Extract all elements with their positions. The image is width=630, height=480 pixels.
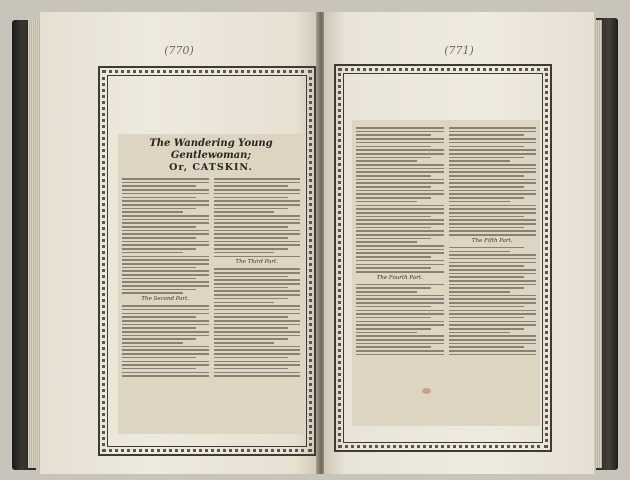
- verse-line: [356, 350, 444, 352]
- right-page: [324, 12, 594, 474]
- verse-line: [122, 357, 196, 359]
- verse-line: [214, 252, 275, 254]
- verse-line: [356, 298, 444, 300]
- verse-line: [449, 343, 537, 345]
- verse-line: [356, 354, 444, 356]
- verse-line: [122, 226, 196, 228]
- verse-line: [356, 302, 444, 304]
- verse-line: [214, 331, 301, 333]
- verse-line: [449, 190, 537, 192]
- verse-line: [214, 230, 301, 232]
- verse-line: [356, 324, 444, 326]
- verse-line: [449, 134, 524, 136]
- verse-line: [214, 219, 301, 221]
- verse-line: [214, 313, 301, 315]
- verse-line: [449, 291, 510, 293]
- right-text-column-1: [356, 125, 444, 357]
- verse-line: [449, 127, 537, 129]
- verse-line: [449, 179, 537, 181]
- verse-line: [122, 375, 209, 377]
- verse-line: [214, 346, 301, 348]
- verse-line: [449, 168, 537, 170]
- verse-line: [356, 260, 444, 262]
- ballad-title: The Wandering Young Gentlewoman;: [149, 138, 273, 161]
- verse-line: [356, 335, 444, 337]
- verse-line: [214, 372, 301, 374]
- verse-line: [214, 287, 288, 289]
- verse-line: [214, 305, 301, 307]
- verse-line: [214, 338, 288, 340]
- verse-line: [214, 193, 301, 195]
- verse-line: [449, 160, 510, 162]
- verse-line: [122, 305, 209, 307]
- verse-line: [356, 328, 431, 330]
- verse-line: [214, 342, 275, 344]
- verse-line: [449, 182, 537, 184]
- verse-line: [356, 343, 444, 345]
- verse-line: [356, 182, 444, 184]
- verse-line: [122, 338, 196, 340]
- verse-line: [449, 251, 510, 253]
- verse-line: [449, 254, 537, 256]
- verse-line: [356, 287, 431, 289]
- verse-line: [356, 321, 444, 323]
- verse-line: [214, 276, 288, 278]
- verse-line: [122, 222, 209, 224]
- verse-line: [356, 238, 431, 240]
- verse-line: [214, 237, 288, 239]
- left-ballad-sheet: [118, 134, 304, 434]
- verse-line: [356, 310, 444, 312]
- verse-line: [449, 350, 537, 352]
- verse-line: [122, 204, 209, 206]
- verse-line: [356, 205, 444, 207]
- verse-line: [449, 212, 537, 214]
- verse-line: [122, 256, 209, 258]
- verse-line: [122, 248, 196, 250]
- verse-line: [122, 252, 183, 254]
- verse-line: [214, 178, 301, 180]
- verse-line: [449, 346, 524, 348]
- verse-line: [356, 146, 431, 148]
- verse-line: [356, 168, 444, 170]
- book: [6, 6, 624, 474]
- verse-line: [122, 274, 209, 276]
- verse-line: [214, 226, 288, 228]
- verse-line: [356, 306, 431, 308]
- verse-line: [122, 292, 183, 294]
- verse-line: [449, 219, 537, 221]
- verse-line: [356, 160, 417, 162]
- verse-line: [356, 219, 444, 221]
- verse-line: [122, 237, 196, 239]
- verse-line: [449, 317, 524, 319]
- verse-line: [356, 208, 444, 210]
- verse-line: [356, 284, 444, 286]
- verse-line: [356, 149, 444, 151]
- verse-line: [356, 295, 444, 297]
- verse-line: [356, 175, 431, 177]
- verse-line: [214, 200, 301, 202]
- verse-line: [356, 142, 444, 144]
- verse-line: [122, 320, 209, 322]
- verse-line: [356, 227, 431, 229]
- verse-line: [122, 259, 209, 261]
- verse-line: [122, 200, 209, 202]
- verse-line: [214, 375, 301, 377]
- verse-line: [356, 179, 444, 181]
- verse-line: [122, 178, 209, 180]
- verse-line: [214, 211, 275, 213]
- verse-line: [356, 171, 444, 173]
- verse-line: [356, 339, 444, 341]
- verse-line: [214, 283, 301, 285]
- verse-line: [214, 189, 301, 191]
- left-text-column-2: [214, 176, 301, 379]
- section-heading: The Fourth Part.: [376, 274, 423, 281]
- verse-line: [449, 298, 537, 300]
- verse-line: [449, 354, 537, 356]
- verse-line: [449, 223, 537, 225]
- verse-line: [449, 193, 537, 195]
- verse-line: [449, 153, 537, 155]
- verse-line: [356, 249, 444, 251]
- verse-line: [122, 244, 209, 246]
- verse-line: [449, 186, 524, 188]
- verse-line: [122, 267, 196, 269]
- verse-line: [449, 146, 524, 148]
- verse-line: [356, 245, 444, 247]
- verse-line: [214, 320, 301, 322]
- verse-line: [122, 281, 209, 283]
- verse-line: [356, 256, 431, 258]
- verse-line: [122, 342, 183, 344]
- verse-line: [122, 361, 209, 363]
- verse-line: [356, 313, 444, 315]
- verse-line: [122, 353, 209, 355]
- verse-line: [122, 193, 209, 195]
- verse-line: [356, 190, 444, 192]
- verse-line: [214, 208, 288, 210]
- verse-line: [122, 324, 209, 326]
- verse-line: [214, 215, 301, 217]
- verse-line: [356, 346, 431, 348]
- verse-line: [214, 361, 301, 363]
- verse-line: [449, 310, 537, 312]
- left-text-columns: [118, 176, 304, 379]
- verse-line: [214, 272, 301, 274]
- verse-line: [122, 346, 209, 348]
- verse-line: [122, 263, 209, 265]
- library-stamp: [422, 388, 431, 394]
- verse-line: [449, 227, 524, 229]
- verse-line: [356, 157, 431, 159]
- verse-line: [356, 216, 431, 218]
- verse-line: [122, 208, 196, 210]
- ballad-subtitle: Or, CATSKIN.: [169, 162, 253, 173]
- verse-line: [449, 332, 510, 334]
- verse-line: [356, 138, 444, 140]
- verse-line: [449, 149, 537, 151]
- verse-line: [122, 185, 196, 187]
- verse-line: [449, 201, 510, 203]
- verse-line: [122, 182, 209, 184]
- verse-line: [356, 164, 444, 166]
- verse-line: [122, 219, 209, 221]
- verse-line: [122, 364, 209, 366]
- verse-line: [122, 241, 209, 243]
- verse-line: [122, 270, 209, 272]
- verse-line: [449, 313, 537, 315]
- left-text-column-1: [122, 176, 209, 379]
- verse-line: [356, 186, 431, 188]
- verse-line: [449, 269, 537, 271]
- verse-line: [449, 216, 524, 218]
- verse-line: [122, 349, 209, 351]
- left-page: [40, 12, 318, 474]
- verse-line: [449, 262, 537, 264]
- right-text-columns: [352, 120, 540, 357]
- verse-line: [356, 193, 444, 195]
- verse-line: [449, 142, 537, 144]
- verse-line: [214, 241, 301, 243]
- verse-line: [449, 234, 537, 236]
- verse-line: [214, 327, 288, 329]
- verse-line: [356, 291, 417, 293]
- verse-line: [356, 241, 417, 243]
- verse-line: [122, 309, 209, 311]
- verse-line: [449, 276, 524, 278]
- verse-line: [214, 197, 288, 199]
- verse-line: [122, 189, 209, 191]
- verse-line: [449, 302, 537, 304]
- verse-line: [214, 309, 301, 311]
- verse-line: [449, 287, 524, 289]
- verse-line: [214, 316, 288, 318]
- verse-line: [122, 289, 196, 291]
- verse-line: [214, 268, 301, 270]
- verse-line: [449, 164, 537, 166]
- verse-line: [214, 279, 301, 281]
- section-heading: The Second Part.: [141, 296, 190, 303]
- right-ballad-sheet: [352, 120, 540, 426]
- verse-line: [122, 285, 209, 287]
- verse-line: [356, 201, 417, 203]
- verse-line: [214, 233, 301, 235]
- verse-line: [214, 182, 301, 184]
- verse-line: [356, 197, 431, 199]
- verse-line: [356, 252, 444, 254]
- verse-line: [214, 335, 301, 337]
- verse-line: [122, 233, 209, 235]
- verse-line: [214, 349, 301, 351]
- left-page-number: (770): [164, 44, 194, 57]
- verse-line: [356, 230, 444, 232]
- verse-line: [449, 324, 537, 326]
- verse-line: [214, 185, 288, 187]
- verse-line: [449, 306, 524, 308]
- verse-line: [449, 247, 524, 249]
- verse-line: [356, 131, 444, 133]
- verse-line: [356, 153, 444, 155]
- verse-line: [356, 267, 431, 269]
- right-text-column-2: [449, 125, 537, 357]
- verse-line: [214, 302, 275, 304]
- verse-line: [122, 316, 196, 318]
- verse-line: [122, 327, 196, 329]
- verse-line: [214, 364, 301, 366]
- verse-line: [449, 157, 524, 159]
- verse-line: [122, 230, 209, 232]
- verse-line: [449, 273, 537, 275]
- section-heading: The Fifth Part.: [471, 237, 513, 244]
- verse-line: [122, 368, 196, 370]
- verse-line: [356, 234, 444, 236]
- verse-line: [122, 278, 196, 280]
- verse-line: [449, 197, 524, 199]
- verse-line: [214, 324, 301, 326]
- verse-line: [122, 372, 209, 374]
- verse-line: [449, 230, 537, 232]
- verse-line: [449, 339, 537, 341]
- verse-line: [122, 197, 196, 199]
- right-page-number: (771): [444, 44, 474, 57]
- verse-line: [356, 212, 444, 214]
- verse-line: [449, 284, 537, 286]
- verse-line: [122, 335, 209, 337]
- verse-line: [449, 265, 524, 267]
- verse-line: [214, 256, 301, 258]
- verse-line: [122, 331, 209, 333]
- verse-line: [122, 313, 209, 315]
- verse-line: [214, 353, 301, 355]
- verse-line: [449, 321, 537, 323]
- verse-line: [122, 215, 209, 217]
- verse-line: [214, 357, 288, 359]
- verse-line: [356, 223, 444, 225]
- verse-line: [214, 294, 301, 296]
- verse-line: [356, 134, 431, 136]
- verse-line: [214, 244, 301, 246]
- verse-line: [356, 264, 444, 266]
- verse-line: [449, 175, 524, 177]
- verse-line: [214, 248, 288, 250]
- verse-line: [449, 131, 537, 133]
- verse-line: [122, 211, 183, 213]
- verse-line: [449, 208, 537, 210]
- verse-line: [356, 332, 417, 334]
- verse-line: [214, 204, 301, 206]
- verse-line: [214, 298, 288, 300]
- verse-line: [356, 271, 444, 273]
- verse-line: [449, 335, 537, 337]
- verse-line: [449, 328, 524, 330]
- verse-line: [356, 317, 431, 319]
- verse-line: [449, 295, 537, 297]
- verse-line: [214, 290, 301, 292]
- verse-line: [449, 138, 537, 140]
- verse-line: [214, 368, 288, 370]
- verse-line: [449, 280, 537, 282]
- verse-line: [449, 171, 537, 173]
- verse-line: [449, 205, 537, 207]
- section-heading: The Third Part.: [235, 259, 278, 266]
- verse-line: [356, 127, 444, 129]
- verse-line: [449, 258, 537, 260]
- verse-line: [214, 222, 301, 224]
